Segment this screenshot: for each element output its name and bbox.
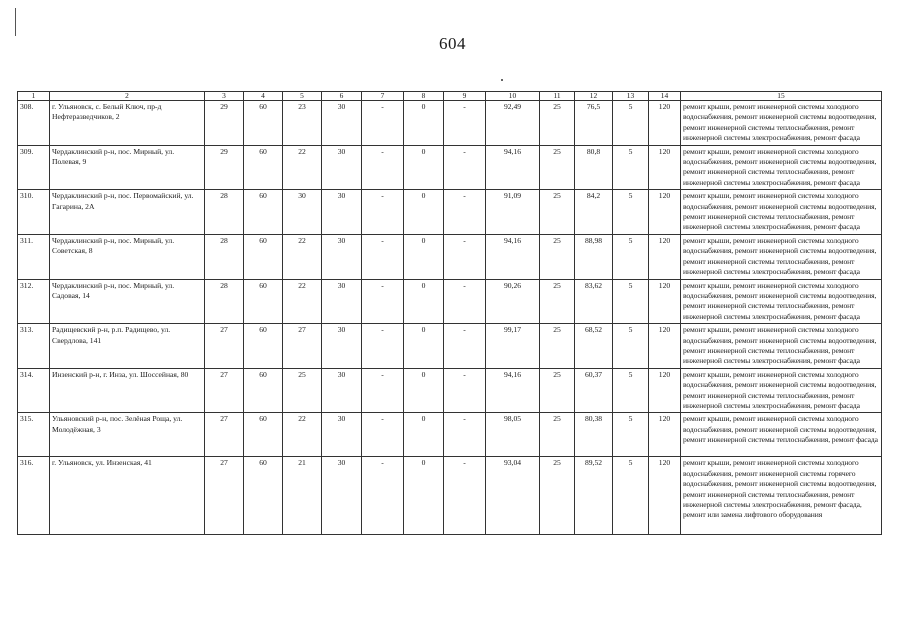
value-cell: - (444, 368, 486, 413)
table-row (18, 190, 882, 235)
value-cell: 60 (244, 413, 283, 457)
value-cell: 28 (205, 279, 244, 324)
value-cell: 25 (283, 368, 322, 413)
value-cell: 60 (244, 234, 283, 279)
value-cell: 5 (613, 413, 649, 457)
value-cell: 30 (322, 234, 362, 279)
value-cell: 93,04 (486, 457, 540, 535)
value-cell: 120 (649, 368, 681, 413)
housing-registry-table (17, 91, 882, 535)
address-cell: Чердаклинский р-н, пос. Первомайский, ул. Гагарина, 2А (50, 190, 205, 235)
value-cell: 27 (205, 457, 244, 535)
value-cell: 30 (322, 279, 362, 324)
works-cell: ремонт крыши, ремонт инженерной системы холодного водоснабжения, ремонт инженерной системы водоотведения, ремонт инженерной системы теплоснабжения, ремонт инженерной системы электроснабжения, ремонт фасада (681, 324, 882, 369)
value-cell: 0 (404, 457, 444, 535)
value-cell: 25 (540, 101, 575, 146)
value-cell: 25 (540, 190, 575, 235)
value-cell: 22 (283, 234, 322, 279)
address-cell: Чердаклинский р-н, пос. Мирный, ул. Полевая, 9 (50, 145, 205, 190)
value-cell: 88,98 (575, 234, 613, 279)
col-header: 5 (283, 92, 322, 101)
value-cell: 5 (613, 324, 649, 369)
value-cell: 60 (244, 457, 283, 535)
value-cell: 30 (322, 413, 362, 457)
value-cell: 30 (322, 190, 362, 235)
value-cell: 30 (322, 368, 362, 413)
value-cell: 120 (649, 101, 681, 146)
row-number: 315. (18, 413, 50, 457)
value-cell: - (362, 457, 404, 535)
col-header: 13 (613, 92, 649, 101)
value-cell: 22 (283, 279, 322, 324)
value-cell: 23 (283, 101, 322, 146)
works-cell: ремонт крыши, ремонт инженерной системы холодного водоснабжения, ремонт инженерной системы водоотведения, ремонт инженерной системы теплоснабжения, ремонт инженерной системы электроснабжения, ремонт фасада (681, 190, 882, 235)
table-row (18, 324, 882, 369)
value-cell: 94,16 (486, 368, 540, 413)
works-cell: ремонт крыши, ремонт инженерной системы холодного водоснабжения, ремонт инженерной системы водоотведения, ремонт инженерной системы теплоснабжения, ремонт инженерной системы электроснабжения, ремонт фасада (681, 279, 882, 324)
value-cell: 30 (322, 101, 362, 146)
value-cell: 25 (540, 457, 575, 535)
value-cell: 120 (649, 413, 681, 457)
works-cell: ремонт крыши, ремонт инженерной системы холодного водоснабжения, ремонт инженерной системы водоотведения, ремонт инженерной системы теплоснабжения, ремонт инженерной системы электроснабжения, ремонт фасада (681, 101, 882, 146)
value-cell: 120 (649, 145, 681, 190)
value-cell: 76,5 (575, 101, 613, 146)
col-header: 9 (444, 92, 486, 101)
page-number: 604 (439, 34, 466, 53)
value-cell: 5 (613, 457, 649, 535)
value-cell: - (444, 145, 486, 190)
value-cell: - (444, 324, 486, 369)
value-cell: 21 (283, 457, 322, 535)
works-cell: ремонт крыши, ремонт инженерной системы холодного водоснабжения, ремонт инженерной системы водоотведения, ремонт инженерной системы теплоснабжения, ремонт фасада (681, 413, 882, 457)
value-cell: - (362, 101, 404, 146)
value-cell: - (444, 190, 486, 235)
value-cell: 0 (404, 279, 444, 324)
value-cell: 28 (205, 190, 244, 235)
value-cell: 29 (205, 101, 244, 146)
scan-dot (501, 79, 503, 81)
address-cell: Инзенский р-н, г. Инза, ул. Шоссейная, 80 (50, 368, 205, 413)
value-cell: 99,17 (486, 324, 540, 369)
value-cell: 27 (283, 324, 322, 369)
value-cell: 91,09 (486, 190, 540, 235)
value-cell: 89,52 (575, 457, 613, 535)
address-cell: г. Ульяновск, с. Белый Ключ, пр-д Нефтеразведчиков, 2 (50, 101, 205, 146)
value-cell: 0 (404, 234, 444, 279)
col-header: 10 (486, 92, 540, 101)
value-cell: - (444, 457, 486, 535)
value-cell: 0 (404, 413, 444, 457)
row-number: 311. (18, 234, 50, 279)
value-cell: 27 (205, 413, 244, 457)
value-cell: 60 (244, 324, 283, 369)
table-row (18, 368, 882, 413)
value-cell: 120 (649, 324, 681, 369)
value-cell: 94,16 (486, 234, 540, 279)
row-number: 309. (18, 145, 50, 190)
value-cell: 60 (244, 279, 283, 324)
value-cell: - (362, 324, 404, 369)
value-cell: 120 (649, 457, 681, 535)
value-cell: 83,62 (575, 279, 613, 324)
margin-line (15, 8, 16, 36)
value-cell: - (362, 234, 404, 279)
value-cell: 98,05 (486, 413, 540, 457)
value-cell: 25 (540, 368, 575, 413)
value-cell: - (444, 279, 486, 324)
row-number: 312. (18, 279, 50, 324)
value-cell: 25 (540, 324, 575, 369)
value-cell: 22 (283, 145, 322, 190)
value-cell: 27 (205, 368, 244, 413)
value-cell: 0 (404, 190, 444, 235)
value-cell: - (444, 413, 486, 457)
col-header: 1 (18, 92, 50, 101)
col-header: 14 (649, 92, 681, 101)
col-header: 7 (362, 92, 404, 101)
value-cell: 94,16 (486, 145, 540, 190)
column-number-row (18, 92, 882, 101)
col-header: 2 (50, 92, 205, 101)
value-cell: 0 (404, 368, 444, 413)
value-cell: 27 (205, 324, 244, 369)
works-cell: ремонт крыши, ремонт инженерной системы холодного водоснабжения, ремонт инженерной системы водоотведения, ремонт инженерной системы теплоснабжения, ремонт инженерной системы электроснабжения, ремонт фасада (681, 145, 882, 190)
value-cell: - (362, 368, 404, 413)
value-cell: 22 (283, 413, 322, 457)
value-cell: 25 (540, 413, 575, 457)
value-cell: 5 (613, 368, 649, 413)
table-row (18, 234, 882, 279)
value-cell: 90,26 (486, 279, 540, 324)
value-cell: 92,49 (486, 101, 540, 146)
address-cell: Чердаклинский р-н, пос. Мирный, ул. Садовая, 14 (50, 279, 205, 324)
col-header: 12 (575, 92, 613, 101)
value-cell: - (444, 101, 486, 146)
address-cell: г. Ульяновск, ул. Инзенская, 41 (50, 457, 205, 535)
value-cell: 84,2 (575, 190, 613, 235)
address-cell: Ульяновский р-н, пос. Зелёная Роща, ул. Молодёжная, 3 (50, 413, 205, 457)
value-cell: 60 (244, 368, 283, 413)
value-cell: 30 (283, 190, 322, 235)
value-cell: 68,52 (575, 324, 613, 369)
value-cell: - (362, 279, 404, 324)
table-body (18, 101, 882, 535)
value-cell: 0 (404, 145, 444, 190)
row-number: 314. (18, 368, 50, 413)
table-row (18, 457, 882, 535)
value-cell: 60 (244, 145, 283, 190)
value-cell: 5 (613, 279, 649, 324)
works-cell: ремонт крыши, ремонт инженерной системы холодного водоснабжения, ремонт инженерной системы водоотведения, ремонт инженерной системы теплоснабжения, ремонт инженерной системы электроснабжения, ремонт фасада (681, 234, 882, 279)
row-number: 310. (18, 190, 50, 235)
value-cell: 120 (649, 234, 681, 279)
value-cell: 60 (244, 101, 283, 146)
col-header: 8 (404, 92, 444, 101)
value-cell: 25 (540, 234, 575, 279)
value-cell: - (362, 145, 404, 190)
value-cell: 5 (613, 101, 649, 146)
value-cell: 60,37 (575, 368, 613, 413)
value-cell: 0 (404, 324, 444, 369)
value-cell: 0 (404, 101, 444, 146)
table-row (18, 145, 882, 190)
value-cell: 60 (244, 190, 283, 235)
row-number: 316. (18, 457, 50, 535)
col-header: 3 (205, 92, 244, 101)
value-cell: 30 (322, 324, 362, 369)
value-cell: 120 (649, 279, 681, 324)
col-header: 6 (322, 92, 362, 101)
value-cell: 120 (649, 190, 681, 235)
value-cell: 25 (540, 279, 575, 324)
table-row (18, 413, 882, 457)
value-cell: 30 (322, 457, 362, 535)
value-cell: 29 (205, 145, 244, 190)
col-header: 15 (681, 92, 882, 101)
value-cell: - (444, 234, 486, 279)
col-header: 11 (540, 92, 575, 101)
value-cell: 5 (613, 190, 649, 235)
value-cell: 30 (322, 145, 362, 190)
table-row (18, 279, 882, 324)
address-cell: Радищевский р-н, р.п. Радищево, ул. Свердлова, 141 (50, 324, 205, 369)
row-number: 313. (18, 324, 50, 369)
address-cell: Чердаклинский р-н, пос. Мирный, ул. Советская, 8 (50, 234, 205, 279)
works-cell: ремонт крыши, ремонт инженерной системы холодного водоснабжения, ремонт инженерной системы водоотведения, ремонт инженерной системы теплоснабжения, ремонт инженерной системы электроснабжения, ремонт фасада (681, 368, 882, 413)
value-cell: 5 (613, 234, 649, 279)
col-header: 4 (244, 92, 283, 101)
value-cell: 5 (613, 145, 649, 190)
table-row (18, 101, 882, 146)
value-cell: 80,38 (575, 413, 613, 457)
value-cell: 25 (540, 145, 575, 190)
value-cell: 80,8 (575, 145, 613, 190)
value-cell: 28 (205, 234, 244, 279)
value-cell: - (362, 190, 404, 235)
works-cell: ремонт крыши, ремонт инженерной системы холодного водоснабжения, ремонт инженерной системы горячего водоснабжения, ремонт инженерной системы водоотведения, ремонт инженерной системы теплоснабжения, ремонт инженерной системы электроснабжения, ремонт фасада, ремонт или замена лифтового оборудования (681, 457, 882, 535)
row-number: 308. (18, 101, 50, 146)
value-cell: - (362, 413, 404, 457)
